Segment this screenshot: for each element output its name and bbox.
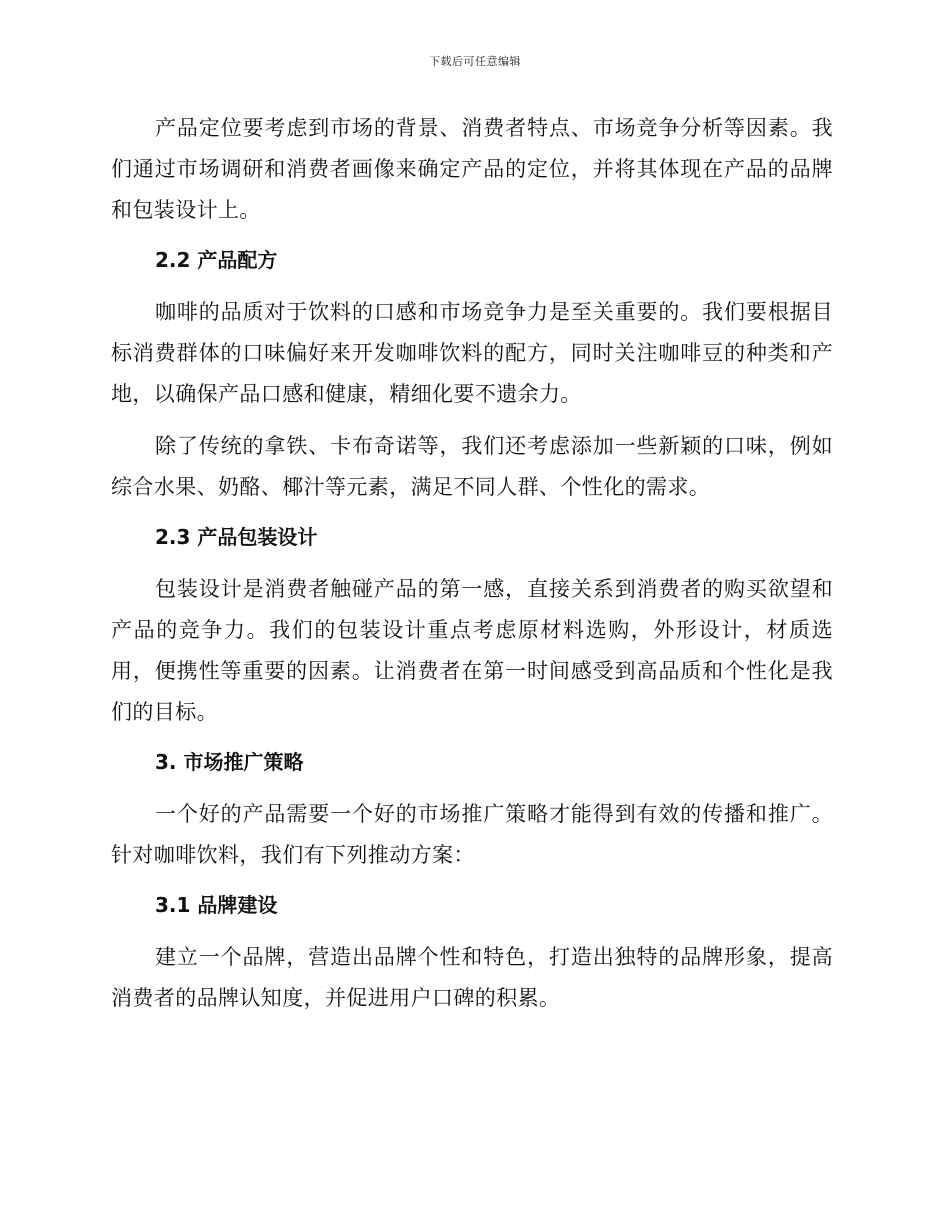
paragraph: 一个好的产品需要一个好的市场推广策略才能得到有效的传播和推广。针对咖啡饮料，我们有下列推动方案： [111, 802, 833, 867]
paragraph: 除了传统的拿铁、卡布奇诺等，我们还考虑添加一些新颖的口味，例如综合水果、奶酪、椰汁等元素，满足不同人群、个性化的需求。 [111, 434, 833, 499]
section-heading: 2.2 产品配方 [155, 248, 278, 272]
section-heading: 3.1 品牌建设 [155, 893, 278, 917]
document-body [111, 108, 833, 1030]
section-heading: 2.3 产品包装设计 [155, 525, 318, 549]
paragraph: 产品定位要考虑到市场的背景、消费者特点、市场竞争分析等因素。我们通过市场调研和消费者画像来确定产品的定位，并将其体现在产品的品牌和包装设计上。 [111, 116, 833, 222]
page-header: 下载后可任意编辑 [429, 55, 521, 68]
paragraph: 包装设计是消费者触碰产品的第一感，直接关系到消费者的购买欲望和产品的竞争力。我们的包装设计重点考虑原材料选购，外形设计，材质选用，便携性等重要的因素。让消费者在第一时间感受到高品质和个性化是我们的目标。 [111, 577, 833, 724]
paragraph: 咖啡的品质对于饮料的口感和市场竞争力是至关重要的。我们要根据目标消费群体的口味偏好来开发咖啡饮料的配方，同时关注咖啡豆的种类和产地，以确保产品口感和健康，精细化要不遗余力。 [111, 300, 833, 406]
paragraph: 建立一个品牌，营造出品牌个性和特色，打造出独特的品牌形象，提高消费者的品牌认知度，并促进用户口碑的积累。 [111, 945, 833, 1010]
section-heading: 3. 市场推广策略 [155, 750, 304, 774]
